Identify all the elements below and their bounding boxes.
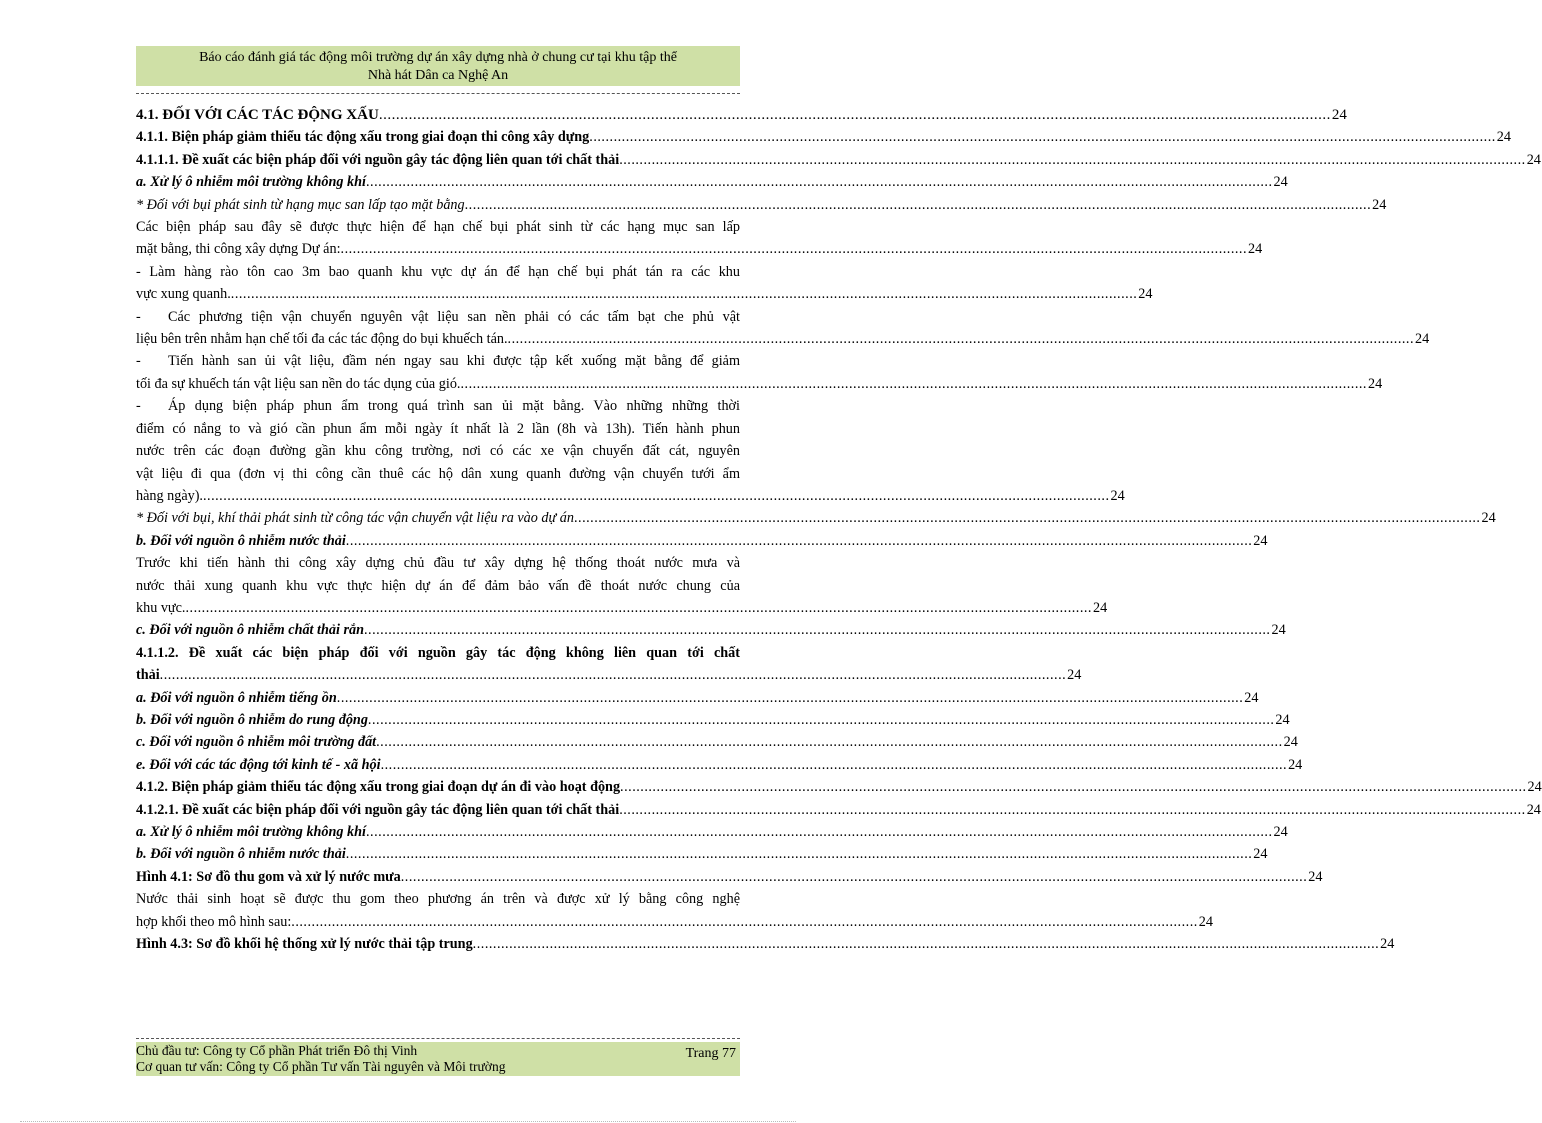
toc-entry-vibration[interactable] bbox=[136, 709, 1290, 731]
toc-entry-text: * Đối với bụi phát sinh từ hạng mục san lấp tạo mặt bằng bbox=[136, 196, 465, 213]
toc-page-number: 24 bbox=[1288, 756, 1303, 773]
toc-entry-text: 4.1.1. Biện pháp giảm thiểu tác động xấu trong giai đoạn thi công xây dựng bbox=[136, 129, 590, 146]
leader-dots bbox=[291, 911, 1198, 933]
leader-dots bbox=[366, 821, 1273, 843]
leader-dots bbox=[376, 731, 1283, 753]
footer-page-number: Trang 77 bbox=[685, 1046, 736, 1061]
toc-entry-text-line: 4.1.1.2. Đề xuất các biện pháp đối với nguồn gây tác động không liên quan tới chất bbox=[136, 644, 740, 661]
toc-page-number: 24 bbox=[1367, 375, 1383, 392]
table-of-contents bbox=[136, 104, 1542, 955]
toc-entry-text-line: nước trên các đoạn đường gần khu công trường, nơi có các xe vận chuyển đất cát, nguyên bbox=[136, 443, 740, 460]
toc-entry-text-line: Các biện pháp sau đây sẽ được thực hiện để hạn chế bụi phát sinh từ các hạng mục san lấp bbox=[136, 219, 740, 236]
toc-page-number: 24 bbox=[1496, 129, 1511, 146]
toc-page-number: 24 bbox=[1526, 151, 1541, 168]
toc-page-number: 24 bbox=[1273, 174, 1288, 191]
toc-entry-transport-cover[interactable] bbox=[136, 306, 1430, 351]
leader-dots bbox=[619, 799, 1526, 821]
toc-entry-fence[interactable] bbox=[136, 261, 1153, 306]
toc-page-number: 24 bbox=[1331, 107, 1347, 123]
toc-page-number: 24 bbox=[1110, 487, 1125, 504]
toc-entry-noise[interactable] bbox=[136, 687, 1259, 709]
toc-entry-4-1-1-2[interactable] bbox=[136, 642, 1082, 687]
toc-entry-4-1-1-1[interactable] bbox=[136, 149, 1541, 171]
toc-entry-text: * Đối với bụi, khí thải phát sinh từ công tác vận chuyển vật liệu ra vào dự án bbox=[136, 510, 574, 527]
leader-dots bbox=[368, 709, 1275, 731]
toc-entry-wastewater[interactable] bbox=[136, 530, 1268, 552]
toc-page-number: 24 bbox=[1092, 599, 1108, 616]
leader-dots bbox=[473, 933, 1380, 955]
header-divider bbox=[136, 93, 740, 94]
toc-entry-text: Hình 4.1: Sơ đồ thu gom và xử lý nước mưa bbox=[136, 868, 401, 885]
toc-entry-4-1-2-1[interactable] bbox=[136, 799, 1541, 821]
toc-page-number: 24 bbox=[1283, 734, 1298, 751]
toc-entry-compaction[interactable] bbox=[136, 350, 1383, 395]
toc-entry-text: Hình 4.3: Sơ đồ khối hệ thống xử lý nước thải tập trung bbox=[136, 936, 473, 953]
toc-entry-text: 4.1. ĐỐI VỚI CÁC TÁC ĐỘNG XẤU bbox=[136, 107, 379, 123]
header-title-line-1: Báo cáo đánh giá tác động môi trường dự án xây dựng nhà ở chung cư tại khu tập thể bbox=[199, 50, 677, 65]
toc-entry-dust-transport[interactable] bbox=[136, 507, 1496, 529]
toc-page-number: 24 bbox=[1253, 846, 1268, 863]
toc-entry-text-line: Trước khi tiến hành thi công xây dựng chủ đầu tư xây dựng hệ thống thoát nước mưa và bbox=[136, 555, 740, 572]
toc-entry-text: 4.1.1.1. Đề xuất các biện pháp đối với nguồn gây tác động liên quan tới chất thải bbox=[136, 151, 620, 168]
toc-entry-text: b. Đối với nguồn ô nhiễm do rung động bbox=[136, 711, 368, 728]
toc-entry-text-line: điểm có nắng to và gió cần phun ẩm mỗi ngày ít nhất là 2 lần (8h và 13h). Tiến hành phun bbox=[136, 420, 740, 437]
toc-entry-wastewater-operation[interactable] bbox=[136, 843, 1268, 865]
toc-entry-text-line: thải bbox=[136, 667, 160, 684]
footer-divider bbox=[136, 1038, 740, 1039]
toc-page-number: 24 bbox=[1248, 241, 1263, 258]
toc-page-number: 24 bbox=[1138, 286, 1153, 303]
leader-dots bbox=[381, 754, 1288, 776]
toc-page-number: 24 bbox=[1244, 689, 1259, 706]
toc-entry-4-1-1[interactable] bbox=[136, 126, 1511, 148]
toc-entry-text-line: vật liệu đi qua (đơn vị thi công cần thuê các hộ dân xung quanh đường vận chuyển tưới ẩm bbox=[136, 465, 740, 482]
header-title-line-2: Nhà hát Dân ca Nghệ An bbox=[367, 68, 509, 83]
toc-entry-text-line: mặt bằng, thi công xây dựng Dự án: bbox=[136, 241, 341, 258]
toc-page-number: 24 bbox=[1372, 196, 1387, 213]
toc-page-number: 24 bbox=[1481, 510, 1496, 527]
page-bottom-edge bbox=[20, 1121, 796, 1122]
toc-entry-figure-4-1[interactable] bbox=[136, 866, 1323, 888]
toc-entry-text-line: hàng ngày). bbox=[136, 487, 203, 504]
toc-page-number: 24 bbox=[1308, 868, 1323, 885]
toc-entry-text: e. Đối với các tác động tới kinh tế - xã hội bbox=[136, 756, 381, 773]
bullet-dash: - bbox=[136, 353, 141, 370]
leader-dots bbox=[364, 619, 1271, 641]
bullet-dash: - bbox=[136, 308, 141, 325]
toc-entry-air-pollution[interactable] bbox=[136, 171, 1288, 193]
leader-dots bbox=[619, 149, 1526, 171]
toc-entry-text-line: Nước thải sinh hoạt sẽ được thu gom theo phương án trên và được xử lý bằng công nghệ bbox=[136, 891, 740, 908]
leader-dots bbox=[185, 597, 1092, 619]
leader-dots bbox=[346, 530, 1253, 552]
toc-page-number: 24 bbox=[1526, 801, 1541, 818]
toc-page-number: 24 bbox=[1380, 936, 1395, 953]
toc-entry-text-line: vực xung quanh. bbox=[136, 286, 231, 303]
toc-entry-text-line: khu vực. bbox=[136, 599, 186, 616]
toc-entry-dust-leveling[interactable] bbox=[136, 194, 1387, 216]
toc-entry-socio-economic[interactable] bbox=[136, 754, 1303, 776]
toc-entry-text: a. Xử lý ô nhiễm môi trường không khí bbox=[136, 824, 366, 840]
footer-owner: Chủ đầu tư: Công ty Cổ phần Phát triển Đô thị Vinh bbox=[136, 1043, 418, 1058]
toc-page-number: 24 bbox=[1527, 779, 1542, 796]
toc-page-number: 24 bbox=[1067, 667, 1082, 684]
leader-dots bbox=[401, 866, 1308, 888]
toc-entry-text-line: liệu bên trên nhằm hạn chế tối đa các tác động do bụi khuếch tán. bbox=[136, 331, 508, 348]
leader-dots bbox=[379, 104, 1331, 126]
toc-entry-text: 4.1.2. Biện pháp giảm thiểu tác động xấu trong giai đoạn dự án đi vào hoạt động bbox=[136, 779, 621, 796]
leader-dots bbox=[589, 126, 1496, 148]
toc-page-number: 24 bbox=[1273, 824, 1288, 840]
leader-dots bbox=[341, 238, 1248, 260]
toc-entry-text: b. Đối với nguồn ô nhiễm nước thải bbox=[136, 846, 346, 863]
toc-entry-solid-waste[interactable] bbox=[136, 619, 1286, 641]
leader-dots bbox=[231, 283, 1138, 305]
toc-page-number: 24 bbox=[1271, 622, 1286, 639]
toc-entry-text-line: tối đa sự khuếch tán vật liệu san nền do tác dụng của gió. bbox=[136, 375, 461, 392]
toc-entry-water-spray[interactable] bbox=[136, 395, 1125, 507]
leader-dots bbox=[160, 664, 1067, 686]
footer-consultant: Cơ quan tư vấn: Công ty Cổ phần Tư vấn Tài nguyên và Môi trường bbox=[136, 1059, 506, 1074]
toc-entry-text: c. Đối với nguồn ô nhiễm môi trường đất bbox=[136, 734, 377, 751]
toc-entry-text-line: nước thải xung quanh khu vực thực hiện dự án để đảm bảo vấn đề thoát nước chung của bbox=[136, 577, 740, 594]
page-header bbox=[136, 46, 740, 86]
toc-entry-measures-intro[interactable] bbox=[136, 216, 1263, 261]
toc-entry-air-pollution-operation[interactable] bbox=[136, 821, 1288, 843]
leader-dots bbox=[620, 776, 1527, 798]
toc-page-number: 24 bbox=[1415, 331, 1430, 348]
leader-dots bbox=[346, 843, 1253, 865]
toc-entry-4-1[interactable] bbox=[136, 104, 1347, 126]
leader-dots bbox=[508, 328, 1415, 350]
toc-entry-soil[interactable] bbox=[136, 731, 1298, 753]
toc-entry-4-1-2[interactable] bbox=[136, 776, 1542, 798]
toc-entry-domestic-wastewater[interactable] bbox=[136, 888, 1213, 933]
toc-entry-text: a. Xử lý ô nhiễm môi trường không khí bbox=[136, 174, 366, 191]
page-footer bbox=[136, 1042, 740, 1076]
leader-dots bbox=[337, 687, 1244, 709]
toc-entry-text-line: hợp khối theo mô hình sau: bbox=[136, 913, 292, 930]
toc-entry-text-line: Các phương tiện vận chuyển nguyên vật liệu san nền phải có các tấm bạt che phủ vật bbox=[168, 308, 740, 325]
leader-dots bbox=[574, 507, 1481, 529]
leader-dots bbox=[203, 485, 1110, 507]
toc-entry-text: a. Đối với nguồn ô nhiễm tiếng ồn bbox=[136, 689, 337, 706]
toc-page-number: 24 bbox=[1275, 711, 1290, 728]
toc-entry-text: b. Đối với nguồn ô nhiễm nước thải bbox=[136, 532, 346, 549]
toc-page-number: 24 bbox=[1253, 532, 1268, 549]
leader-dots bbox=[460, 373, 1367, 395]
leader-dots bbox=[366, 171, 1273, 193]
leader-dots bbox=[465, 194, 1372, 216]
bullet-dash: - bbox=[136, 398, 141, 415]
toc-page-number: 24 bbox=[1198, 913, 1213, 930]
toc-entry-text-line: Áp dụng biện pháp phun ẩm trong quá trình san ủi mặt bằng. Vào những những thời bbox=[168, 398, 740, 415]
toc-entry-text: 4.1.2.1. Đề xuất các biện pháp đối với nguồn gây tác động liên quan tới chất thải bbox=[136, 801, 620, 818]
toc-entry-text-line: - Làm hàng rào tôn cao 3m bao quanh khu vực dự án để hạn chế bụi phát tán ra các khu bbox=[136, 263, 740, 280]
toc-entry-text: c. Đối với nguồn ô nhiễm chất thải rắn bbox=[136, 622, 364, 639]
toc-entry-drainage[interactable] bbox=[136, 552, 1108, 619]
toc-entry-text-line: Tiến hành san ủi vật liệu, đầm nén ngay sau khi được tập kết xuống mặt bằng để giảm bbox=[168, 353, 740, 370]
toc-entry-figure-4-3[interactable] bbox=[136, 933, 1395, 955]
